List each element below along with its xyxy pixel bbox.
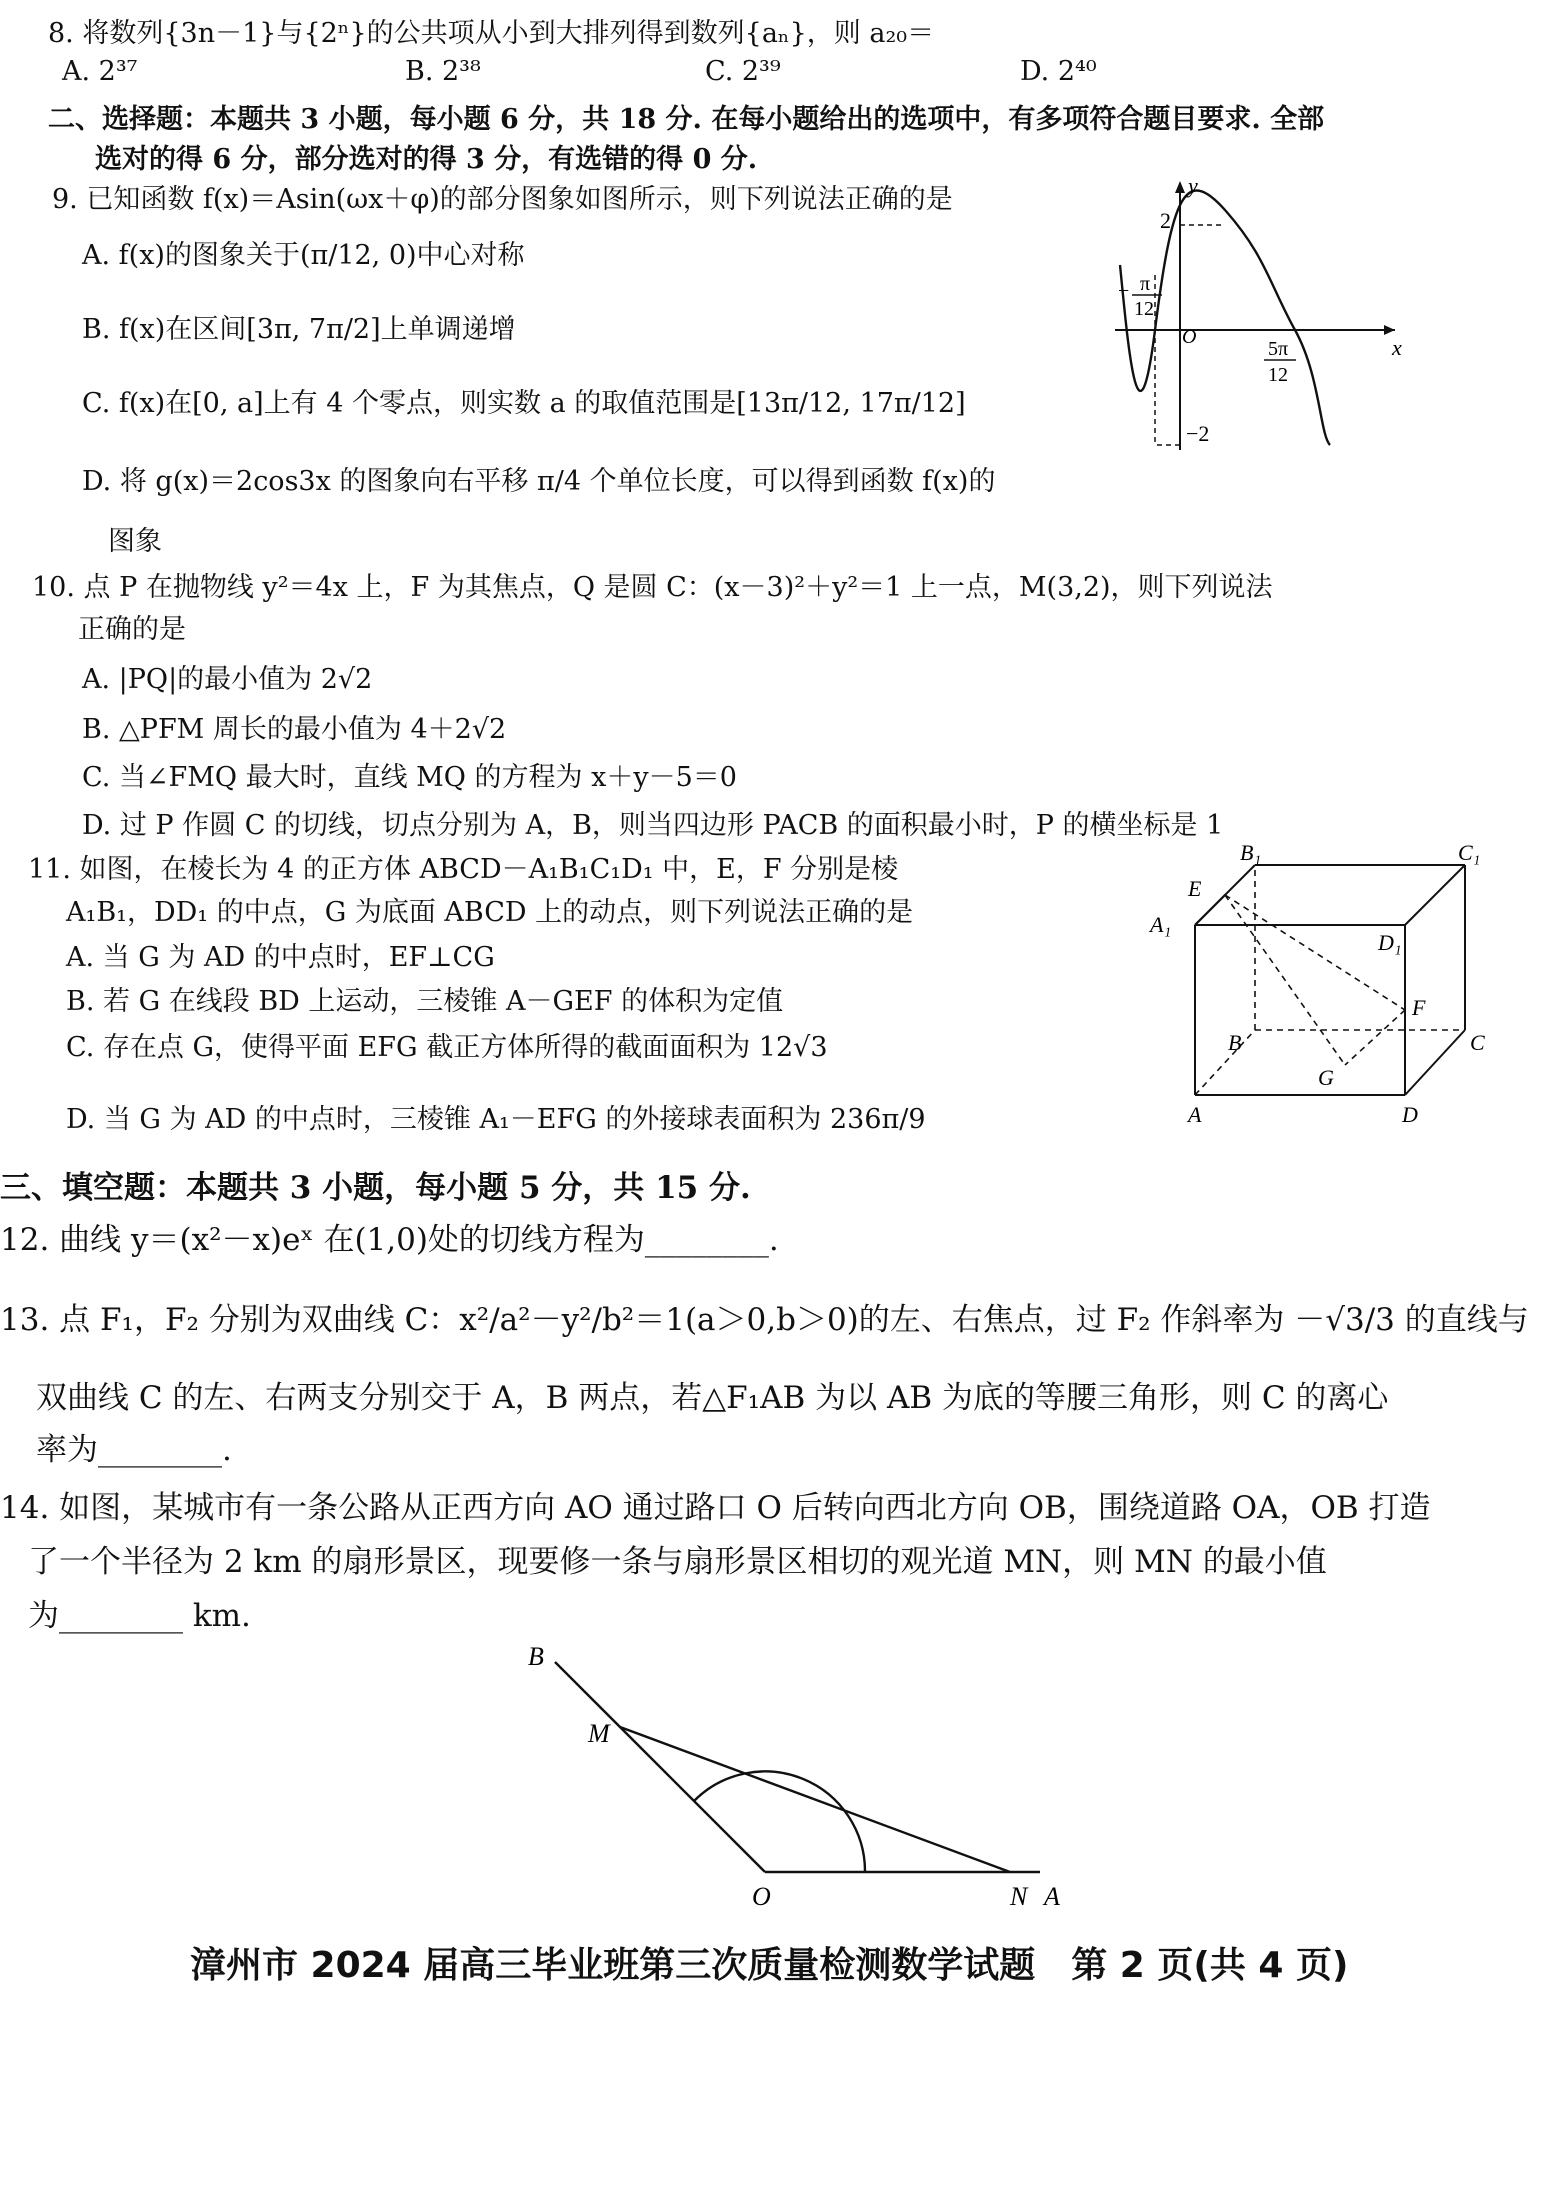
q14-label-o: O (752, 1882, 771, 1910)
q9-graph-x-label: x (1392, 335, 1402, 360)
q10-option-a: A. |PQ|的最小值为 2√2 (82, 664, 373, 695)
q9-stem: 9. 已知函数 f(x)＝Asin(ωx＋φ)的部分图象如图所示，则下列说法正确的是 (52, 184, 953, 215)
q13-line3: 率为________. (36, 1432, 232, 1468)
q11-label-b: B (1228, 1030, 1242, 1055)
q9-graph-neg-pi-num: π (1140, 273, 1151, 295)
section3-heading: 三、填空题：本题共 3 小题，每小题 5 分，共 15 分. (0, 1170, 751, 1206)
q9-sine-graph (1110, 175, 1410, 455)
q13-line2: 双曲线 C 的左、右两支分别交于 A，B 两点，若△F₁AB 为以 AB 为底的等腰三角形，则 C 的离心 (36, 1380, 1389, 1416)
q14-line1: 14. 如图，某城市有一条公路从正西方向 AO 通过路口 O 后转向西北方向 OB，围绕道路 OA，OB 打造 (0, 1490, 1431, 1526)
q14-sector-diagram (520, 1630, 1100, 1910)
q11-label-d: D (1402, 1102, 1418, 1127)
q11-label-e: E (1188, 876, 1202, 901)
q9-graph-origin-label: O (1182, 326, 1197, 348)
q9-option-d-cont: 图象 (108, 526, 162, 557)
q10-stem-line2: 正确的是 (78, 614, 186, 645)
q12-text: 12. 曲线 y＝(x²－x)eˣ 在(1,0)处的切线方程为________. (0, 1222, 779, 1258)
q8-option-d: D. 2⁴⁰ (1020, 56, 1097, 87)
q14-label-n: N (1010, 1882, 1028, 1910)
q14-line2: 了一个半径为 2 km 的扇形景区，现要修一条与扇形景区相切的观光道 MN，则 MN 的最小值 (28, 1544, 1327, 1580)
q11-stem-line1: 11. 如图，在棱长为 4 的正方体 ABCD－A₁B₁C₁D₁ 中，E，F 分别是棱 (28, 854, 899, 885)
q9-graph-ymax-label: 2 (1160, 208, 1171, 233)
q9-graph-xtick-num: 5π (1268, 338, 1289, 360)
q13-line1: 13. 点 F₁，F₂ 分别为双曲线 C：x²/a²－y²/b²＝1(a＞0,b＞0)的左、右焦点，过 F₂ 作斜率为 －√3/3 的直线与 (0, 1302, 1529, 1338)
q14-label-a: A (1044, 1882, 1060, 1910)
section2-heading-line1: 二、选择题：本题共 3 小题，每小题 6 分，共 18 分. 在每小题给出的选项中，有多项符合题目要求. 全部 (48, 104, 1325, 135)
q14-label-b: B (528, 1642, 544, 1671)
q8-stem: 8. 将数列{3n－1}与{2ⁿ}的公共项从小到大排列得到数列{aₙ}，则 a₂₀＝ (48, 18, 935, 49)
q11-stem-line2: A₁B₁，DD₁ 的中点，G 为底面 ABCD 上的动点，则下列说法正确的是 (66, 897, 914, 928)
q11-option-c: C. 存在点 G，使得平面 EFG 截正方体所得的截面面积为 12√3 (66, 1032, 828, 1063)
q9-option-d: D. 将 g(x)＝2cos3x 的图象向右平移 π/4 个单位长度，可以得到函数 f(x)的 (82, 466, 996, 497)
q9-graph-ymin-label: −2 (1186, 421, 1210, 446)
q11-label-g: G (1318, 1065, 1334, 1090)
q11-option-d: D. 当 G 为 AD 的中点时，三棱锥 A₁－EFG 的外接球表面积为 236π/9 (66, 1104, 926, 1135)
q11-option-a: A. 当 G 为 AD 的中点时，EF⊥CG (66, 942, 495, 973)
q11-label-c1: C₁ (1458, 840, 1481, 865)
q11-cube-diagram (1140, 840, 1500, 1130)
q11-option-b: B. 若 G 在线段 BD 上运动，三棱锥 A－GEF 的体积为定值 (66, 986, 784, 1017)
q11-label-a: A (1188, 1102, 1202, 1127)
q14-line3: 为________ km. (28, 1598, 251, 1634)
q9-option-b: B. f(x)在区间[3π, 7π/2]上单调递增 (82, 314, 516, 345)
q10-stem-line1: 10. 点 P 在抛物线 y²＝4x 上，F 为其焦点，Q 是圆 C：(x－3)²＋y²＝1 上一点，M(3,2)，则下列说法 (32, 572, 1273, 603)
q8-option-c: C. 2³⁹ (705, 56, 781, 87)
page-footer: 漳州市 2024 届高三毕业班第三次质量检测数学试题 第 2 页(共 4 页) (190, 1945, 1349, 1986)
q11-label-f: F (1412, 995, 1426, 1020)
q9-graph-neg-sign: − (1118, 280, 1130, 302)
q9-option-c: C. f(x)在[0, a]上有 4 个零点，则实数 a 的取值范围是[13π/12, 17π/12] (82, 388, 966, 419)
q9-graph-y-label: y (1188, 175, 1198, 198)
q8-option-a: A. 2³⁷ (62, 56, 138, 87)
q10-option-b: B. △PFM 周长的最小值为 4＋2√2 (82, 714, 507, 745)
q8-option-b: B. 2³⁸ (405, 56, 481, 87)
q11-label-c: C (1470, 1030, 1485, 1055)
q10-option-c: C. 当∠FMQ 最大时，直线 MQ 的方程为 x＋y－5＝0 (82, 762, 737, 793)
q10-option-d: D. 过 P 作圆 C 的切线，切点分别为 A，B，则当四边形 PACB 的面积最小时，P 的横坐标是 1 (82, 810, 1224, 841)
q11-label-b1: B₁ (1240, 840, 1262, 865)
q11-label-a1: A₁ (1150, 912, 1172, 937)
q9-graph-xtick-den: 12 (1268, 364, 1288, 386)
q9-option-a: A. f(x)的图象关于(π/12, 0)中心对称 (82, 240, 525, 271)
q14-label-m: M (588, 1719, 610, 1748)
q11-label-d1: D₁ (1378, 930, 1402, 955)
q9-graph-neg-pi-den: 12 (1134, 298, 1154, 320)
section2-heading-line2: 选对的得 6 分，部分选对的得 3 分，有选错的得 0 分. (95, 144, 758, 175)
